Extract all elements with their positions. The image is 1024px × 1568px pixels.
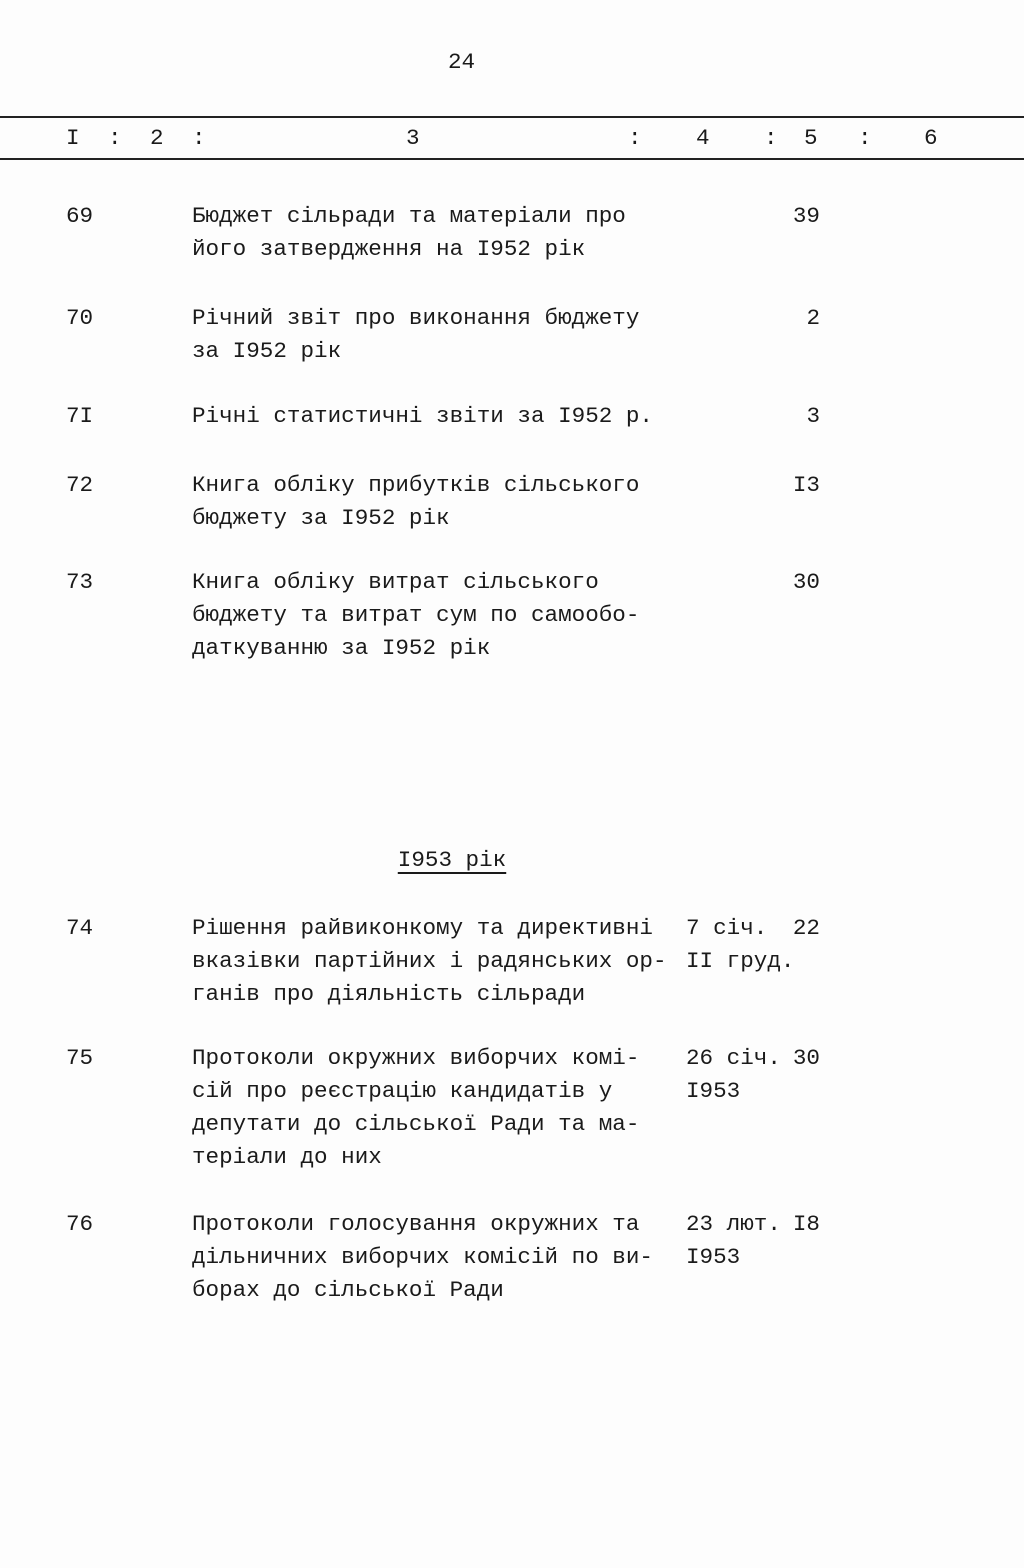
entry-description-line: за І952 рік xyxy=(192,338,342,364)
column-separator: : xyxy=(192,125,206,151)
entry-description-line: Протоколи окружних виборчих комі- xyxy=(192,1045,640,1071)
entry-sheet-count: 39 xyxy=(792,203,820,229)
page-number: 24 xyxy=(448,49,476,75)
entry-number: 74 xyxy=(66,915,94,941)
entry-description-line: теріали до них xyxy=(192,1144,382,1170)
entry-date-line: 26 січ. xyxy=(686,1045,781,1071)
entry-sheet-count: 3 xyxy=(806,403,820,429)
entry-date-line: І953 xyxy=(686,1244,741,1270)
entry-number: 72 xyxy=(66,472,94,498)
column-header-2: 2 xyxy=(150,125,164,151)
entry-number: 7І xyxy=(66,403,94,429)
column-header-6: 6 xyxy=(924,125,938,151)
column-header-4: 4 xyxy=(696,125,710,151)
entry-number: 69 xyxy=(66,203,94,229)
column-separator: : xyxy=(628,125,642,151)
column-header-1: I xyxy=(66,125,80,151)
section-heading-1953: І953 рік xyxy=(397,847,507,873)
column-separator: : xyxy=(764,125,778,151)
entry-number: 70 xyxy=(66,305,94,331)
entry-number: 73 xyxy=(66,569,94,595)
entry-sheet-count: І3 xyxy=(792,472,820,498)
entry-description-line: Рішення райвиконкому та директивні xyxy=(192,915,653,941)
entry-description-line: депутати до сільської Ради та ма- xyxy=(192,1111,640,1137)
column-separator: : xyxy=(858,125,872,151)
header-top-rule xyxy=(0,116,1024,118)
header-bottom-rule xyxy=(0,158,1024,160)
entry-description-line: дільничних виборчих комісій по ви- xyxy=(192,1244,653,1270)
column-header-5: 5 xyxy=(804,125,818,151)
entry-description-line: Бюджет сільради та матеріали про xyxy=(192,203,626,229)
entry-description-line: Книга обліку прибутків сільського xyxy=(192,472,640,498)
entry-sheet-count: 2 xyxy=(806,305,820,331)
column-separator: : xyxy=(108,125,122,151)
entry-description-line: Річні статистичні звіти за І952 р. xyxy=(192,403,653,429)
entry-description-line: його затвердження на І952 рік xyxy=(192,236,586,262)
entry-date-line: І953 xyxy=(686,1078,741,1104)
entry-description-line: сій про реєстрацію кандидатів у xyxy=(192,1078,613,1104)
entry-number: 75 xyxy=(66,1045,94,1071)
entry-description-line: даткуванню за І952 рік xyxy=(192,635,491,661)
entry-sheet-count: І8 xyxy=(792,1211,820,1237)
entry-number: 76 xyxy=(66,1211,94,1237)
column-header-3: 3 xyxy=(406,125,420,151)
entry-description-line: бюджету за І952 рік xyxy=(192,505,450,531)
entry-description-line: ганів про діяльність сільради xyxy=(192,981,586,1007)
entry-description-line: Річний звіт про виконання бюджету xyxy=(192,305,640,331)
entry-date-line: 7 січ. xyxy=(686,915,768,941)
entry-sheet-count: 30 xyxy=(792,569,820,595)
entry-description-line: Книга обліку витрат сільського xyxy=(192,569,599,595)
entry-description-line: Протоколи голосування окружних та xyxy=(192,1211,640,1237)
entry-description-line: вказівки партійних і радянських ор- xyxy=(192,948,667,974)
entry-sheet-count: 22 xyxy=(792,915,820,941)
entry-sheet-count: 30 xyxy=(792,1045,820,1071)
entry-description-line: бюджету та витрат сум по самообо- xyxy=(192,602,640,628)
entry-date-line: 23 лют. xyxy=(686,1211,781,1237)
entry-date-line: ІІ груд. xyxy=(686,948,795,974)
entry-description-line: борах до сільської Ради xyxy=(192,1277,504,1303)
